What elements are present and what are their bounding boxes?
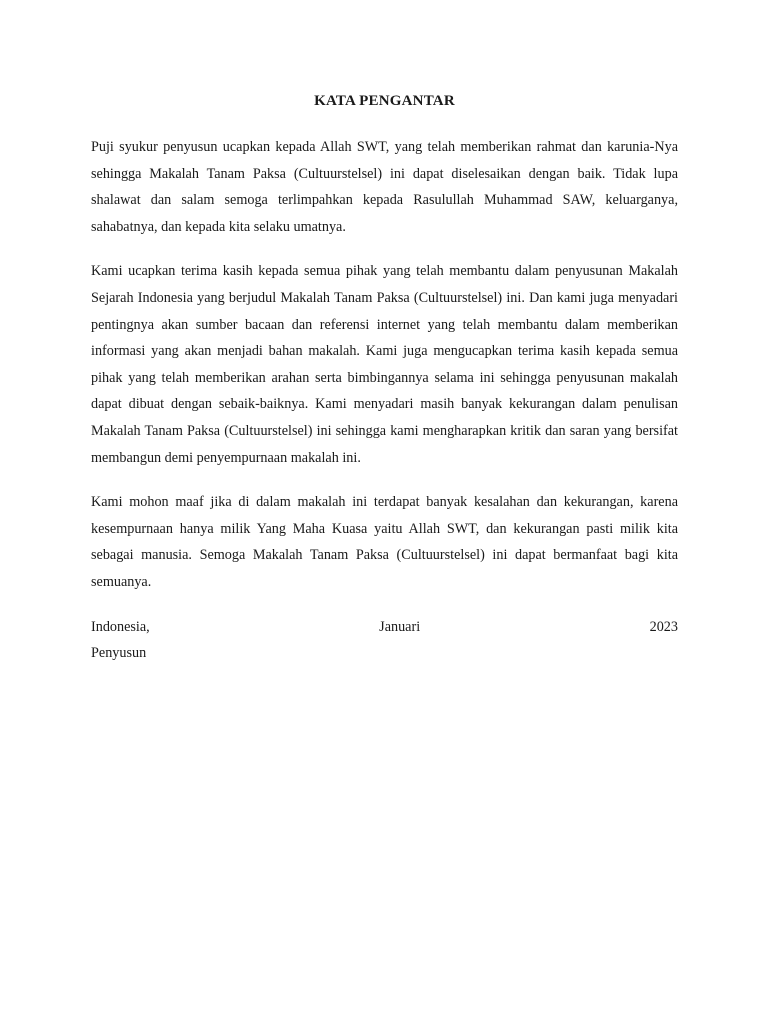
paragraph-acknowledgement: Kami ucapkan terima kasih kepada semua pihak yang telah membantu dalam penyusunan Makalah Sejarah Indonesia yang berjudul Makalah Tanam Paksa (Cultuurstelsel) ini. Dan kami juga menyadari pentingnya akan sumber bacaan dan referensi internet yang telah membantu dalam memberikan informasi yang akan menjadi bahan makalah. Kami juga mengucapkan terima kasih kepada semua pihak yang telah memberikan arahan serta bimbingannya selama ini sehingga penyusunan makalah dapat dibuat dengan sebaik-baiknya. Kami menyadari masih banyak kekurangan dalam penulisan Makalah Tanam Paksa (Cultuurstelsel) ini sehingga kami mengharapkan kritik dan saran yang bersifat membangun demi penyempurnaan makalah ini.: [91, 263, 678, 466]
paragraph-opening: Puji syukur penyusun ucapkan kepada Allah SWT, yang telah memberikan rahmat dan karunia-Nya sehingga Makalah Tanam Paksa (Cultuurstelsel) ini dapat diselesaikan dengan baik. Tidak lupa shalawat dan salam semoga terlimpahkan kepada Rasulullah Muhammad SAW, keluarganya, sahabatnya, dan kepada kita selaku umatnya.: [91, 139, 678, 235]
signature-date-line: [91, 614, 678, 640]
signature-year: 2023: [649, 618, 678, 635]
signature-signer: Penyusun: [91, 644, 147, 661]
paragraph-apology: Kami mohon maaf jika di dalam makalah ini terdapat banyak kesalahan dan kekurangan, karena kesempurnaan hanya milik Yang Maha Kuasa yaitu Allah SWT, dan kekurangan pasti milik kita sebagai manusia. Semoga Makalah Tanam Paksa (Cultuurstelsel) ini dapat bermanfaat bagi kita semuanya.: [91, 494, 678, 590]
page-title: KATA PENGANTAR: [314, 93, 455, 109]
signature-place: Indonesia,: [91, 618, 150, 635]
signature-month: Januari: [379, 618, 421, 635]
document-content: [91, 91, 678, 666]
